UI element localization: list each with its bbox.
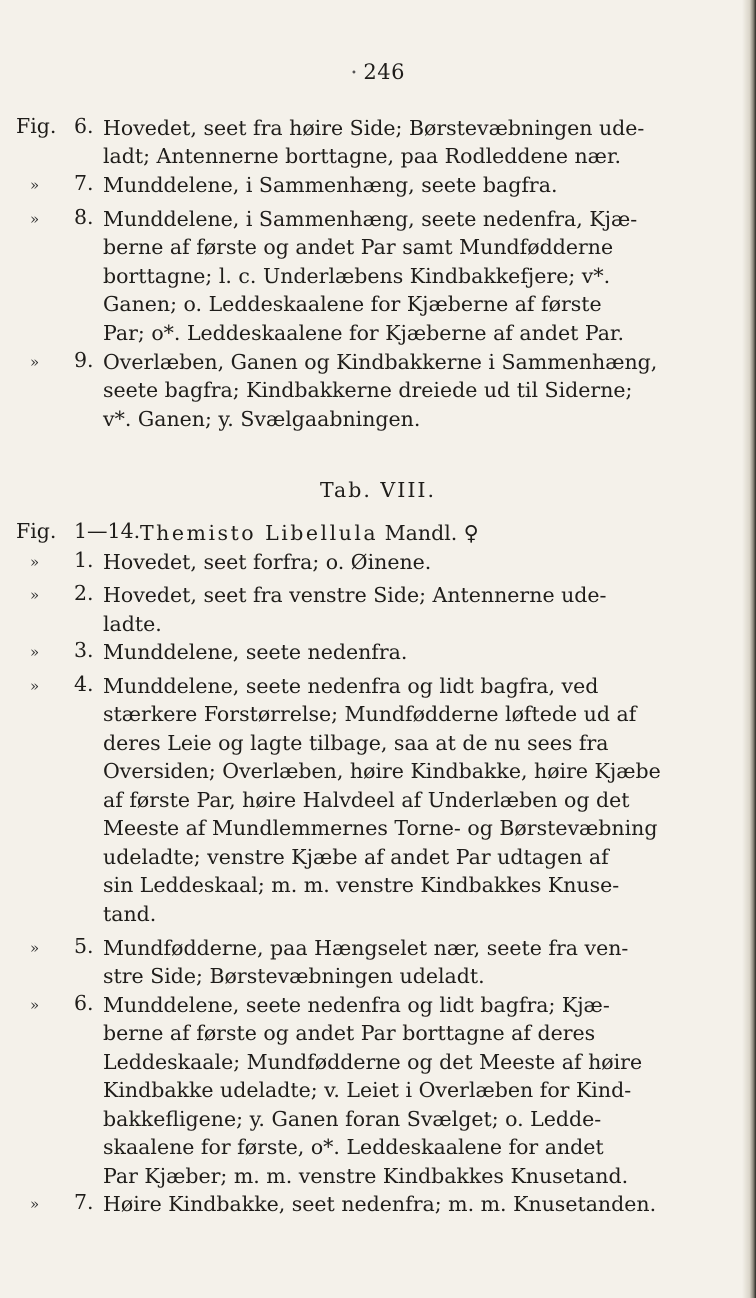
entry-text: Munddelene, i Sammenhæng, seete bagfra. (103, 173, 558, 197)
ditto-mark: » (30, 353, 40, 371)
entry-number: 5. (74, 934, 94, 958)
figure-range: 1—14. (74, 519, 141, 543)
species-name: Themisto Libellula (140, 521, 379, 545)
ditto-mark: » (30, 176, 40, 194)
entry-text: Ganen; o. Leddeskaalene for Kjæberne af første (103, 292, 602, 316)
entry-text: ladte. (103, 612, 162, 636)
entry-number: 6. (74, 114, 94, 138)
entry-text: Meeste af Mundlemmernes Torne- og Børstevæbning (103, 816, 658, 840)
species-author-sex: Mandl. ♀ (384, 521, 479, 545)
entry-text: stærkere Forstørrelse; Mundfødderne løftede ud af (103, 702, 637, 726)
entry-text: ladt; Antennerne borttagne, paa Rodleddene nær. (103, 144, 622, 168)
entry-text: Par Kjæber; m. m. venstre Kindbakkes Knusetand. (103, 1164, 629, 1188)
entry-text: Oversiden; Overlæben, høire Kindbakke, høire Kjæbe (103, 759, 661, 783)
entry-text: sin Leddeskaal; m. m. venstre Kindbakkes Knuse- (103, 873, 620, 897)
entry-text: Munddelene, seete nedenfra. (103, 640, 408, 664)
entry-text: stre Side; Børstevæbningen udeladt. (103, 964, 485, 988)
entry-number: 1. (74, 548, 94, 572)
entry-text: Overlæben, Ganen og Kindbakkerne i Sammenhæng, (103, 350, 658, 374)
entry-text: skaalene for første, o*. Leddeskaalene for andet (103, 1135, 604, 1159)
entry-text: seete bagfra; Kindbakkerne dreiede ud til Siderne; (103, 378, 633, 402)
ditto-mark: » (30, 1195, 40, 1213)
ditto-mark: » (30, 996, 40, 1014)
entry-text: Mundfødderne, paa Hængselet nær, seete fra ven- (103, 936, 629, 960)
entry-text: berne af første og andet Par samt Mundfødderne (103, 235, 614, 259)
entry-text: berne af første og andet Par borttagne af deres (103, 1021, 596, 1045)
entry-text: tand. (103, 902, 157, 926)
entry-number: 7. (74, 171, 94, 195)
entry-text: udeladte; venstre Kjæbe af andet Par udtagen af (103, 845, 609, 869)
entry-text: Hovedet, seet fra høire Side; Børstevæbningen ude- (103, 116, 645, 140)
entry-text: Munddelene, seete nedenfra og lidt bagfra; Kjæ- (103, 993, 610, 1017)
entry-number: 4. (74, 672, 94, 696)
ditto-mark: » (30, 677, 40, 695)
page-edge-shadow (742, 0, 756, 1298)
entry-number: 8. (74, 205, 94, 229)
entry-text: Leddeskaale; Mundfødderne og det Meeste af høire (103, 1050, 643, 1074)
species-header (140, 519, 479, 547)
ditto-mark: » (30, 553, 40, 571)
entry-number: 6. (74, 991, 94, 1015)
entry-text: af første Par, høire Halvdeel af Underlæben og det (103, 788, 630, 812)
fig-label: Fig. (16, 114, 57, 138)
entry-text: borttagne; l. c. Underlæbens Kindbakkefjere; v*. (103, 264, 611, 288)
entry-text: deres Leie og lagte tilbage, saa at de nu sees fra (103, 731, 609, 755)
entry-text: bakkefligene; y. Ganen foran Svælget; o. Ledde- (103, 1107, 602, 1131)
ditto-mark: » (30, 643, 40, 661)
entry-text: Kindbakke udeladte; v. Leiet i Overlæben for Kind- (103, 1078, 632, 1102)
ditto-mark: » (30, 210, 40, 228)
entry-number: 9. (74, 348, 94, 372)
entry-text: Hovedet, seet forfra; o. Øinene. (103, 550, 432, 574)
ditto-mark: » (30, 586, 40, 604)
entry-text: Par; o*. Leddeskaalene for Kjæberne af andet Par. (103, 321, 624, 345)
plate-title: Tab. VIII. (319, 478, 437, 502)
entry-text: Munddelene, seete nedenfra og lidt bagfra, ved (103, 674, 599, 698)
entry-text: Hovedet, seet fra venstre Side; Antennerne ude- (103, 583, 607, 607)
entry-text: Høire Kindbakke, seet nedenfra; m. m. Knusetanden. (103, 1192, 657, 1216)
fig-label: Fig. (16, 519, 57, 543)
entry-text: v*. Ganen; y. Svælgaabningen. (103, 407, 421, 431)
entry-number: 3. (74, 638, 94, 662)
entry-number: 7. (74, 1190, 94, 1214)
entry-text: Munddelene, i Sammenhæng, seete nedenfra, Kjæ- (103, 207, 638, 231)
page-number: • 246 (351, 60, 405, 84)
entry-number: 2. (74, 581, 94, 605)
ditto-mark: » (30, 939, 40, 957)
